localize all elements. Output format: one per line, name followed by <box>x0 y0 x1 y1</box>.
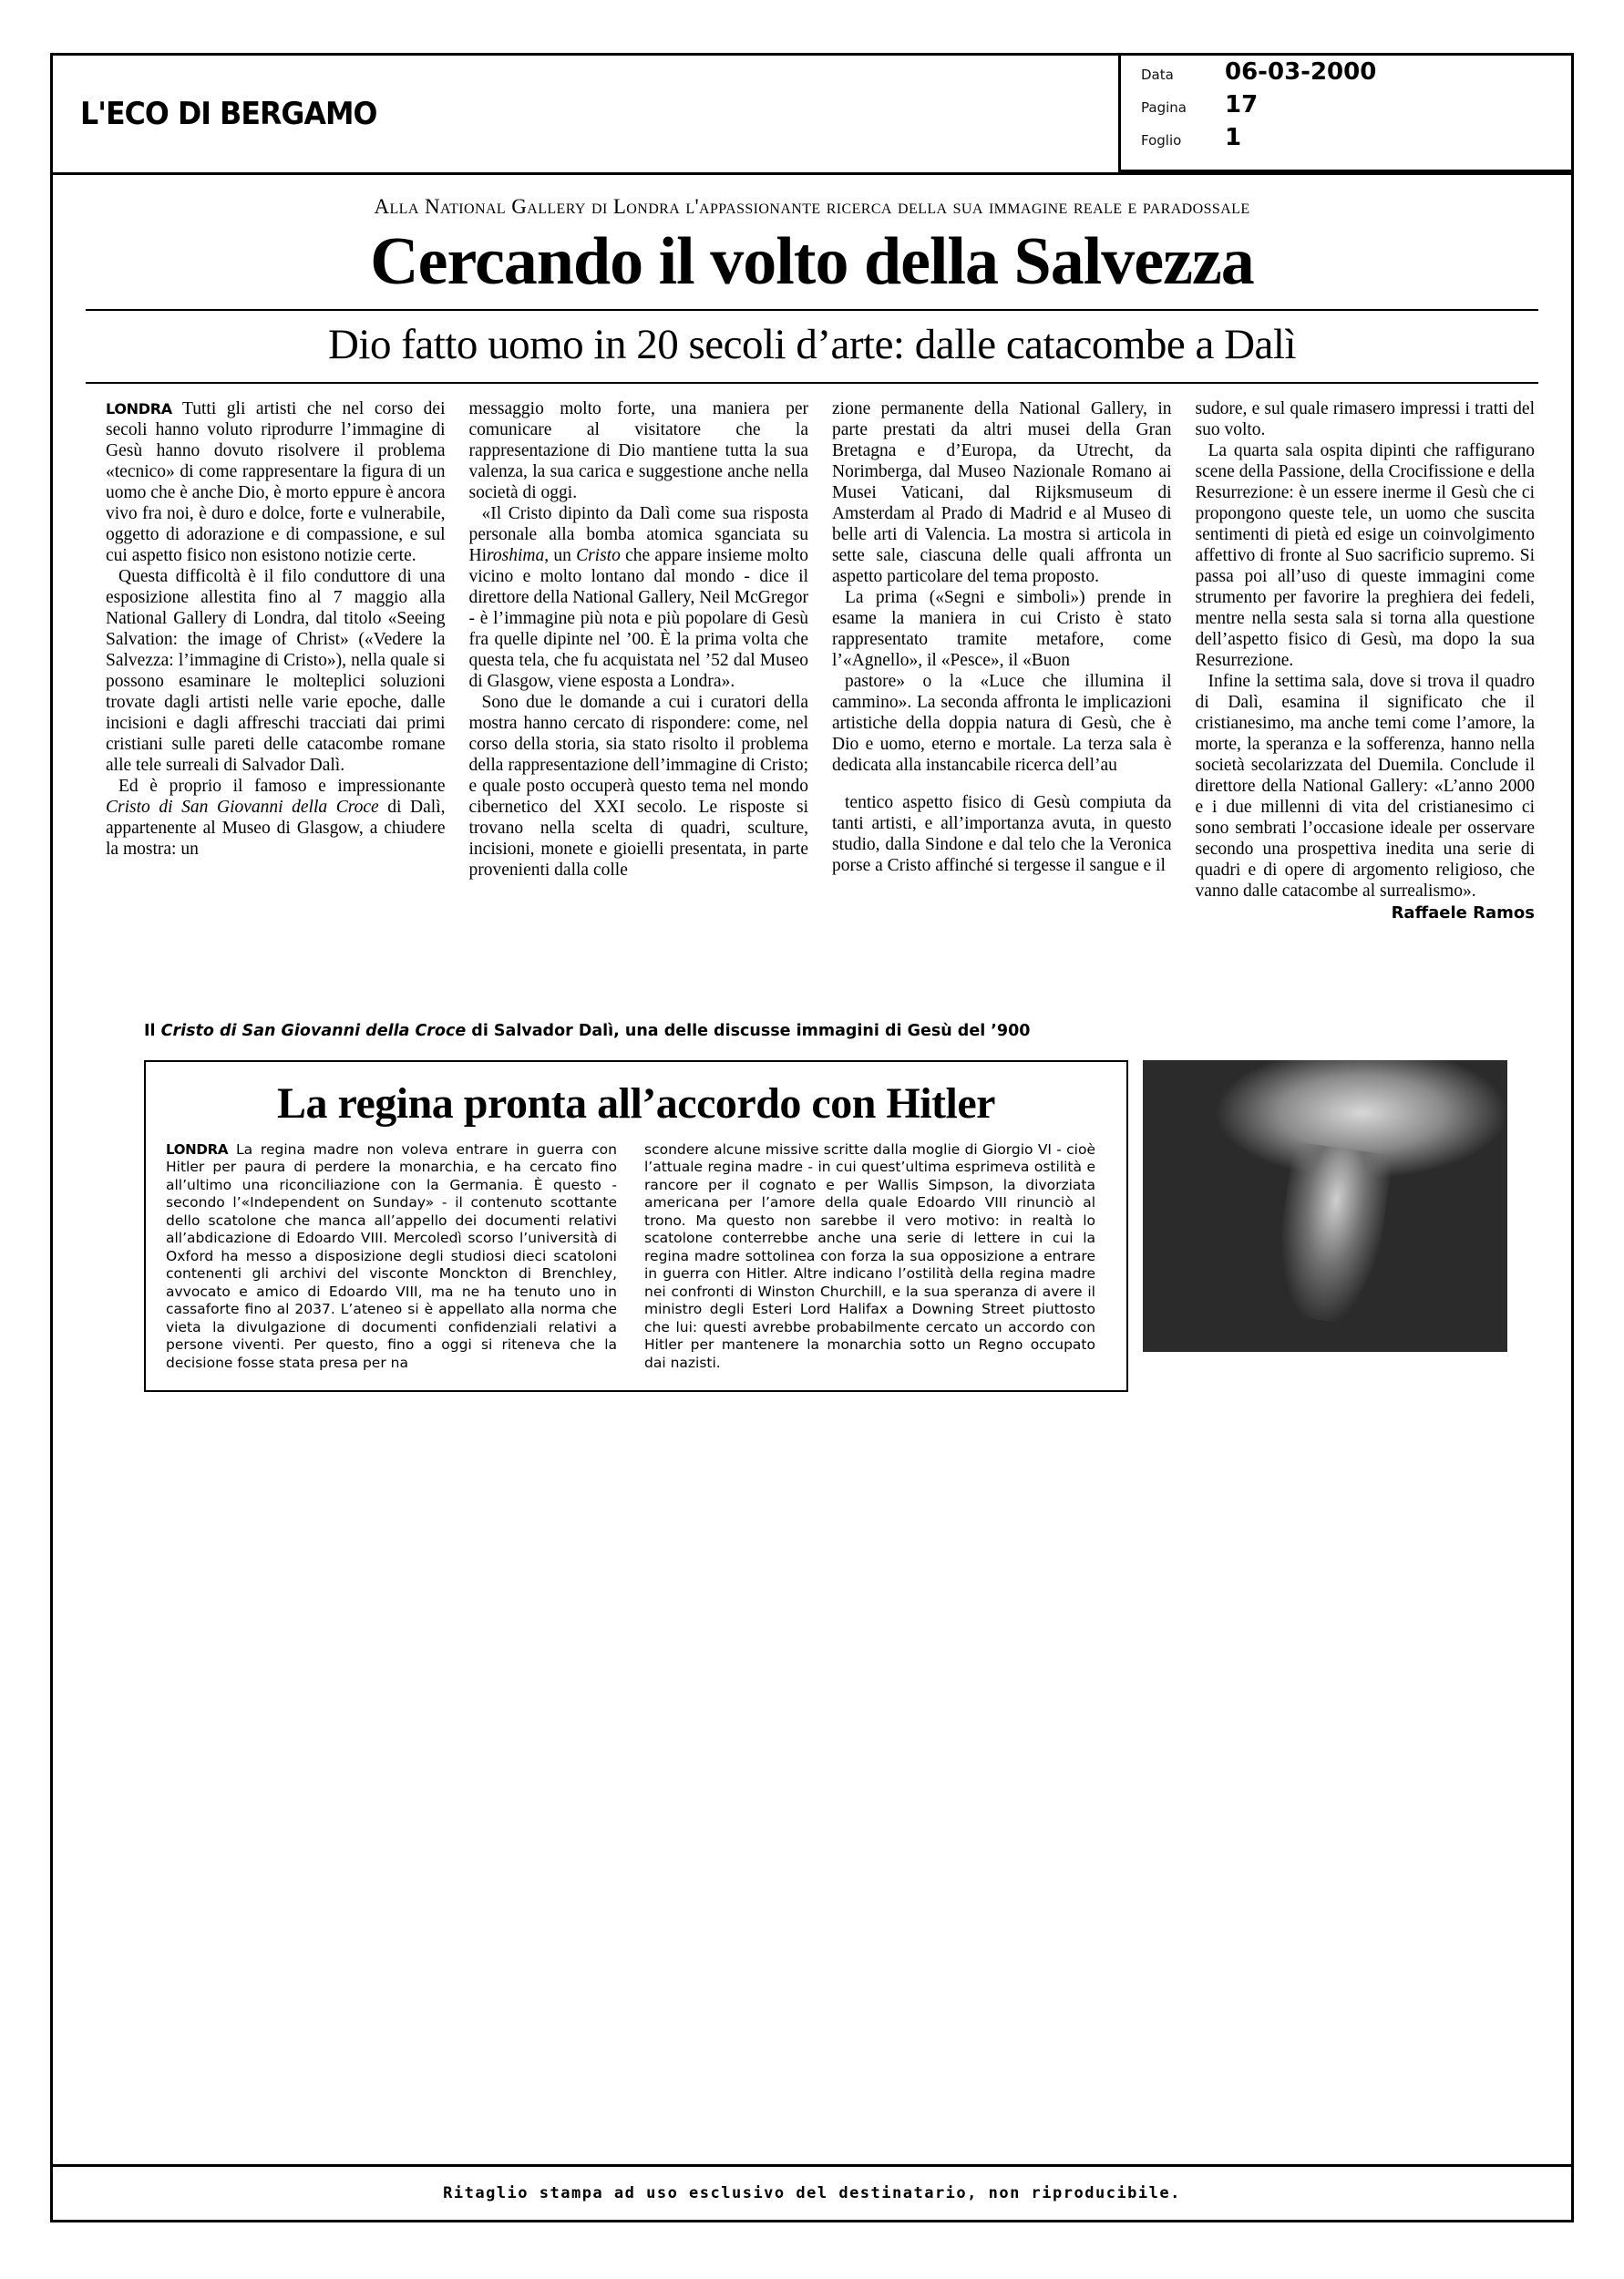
article-byline: Raffaele Ramos <box>1391 903 1535 923</box>
paragraph-text: che appare insieme molto vicino e molto lontano dal mondo - dice il direttore della National Gallery, Neil McGregor - è l’immagine più nota e più popolare di Gesù fra quelle dipinte nel ’00. È la prima volta che questa tela, che fu acquistata nel ’52 dal Museo di Glasgow, viene esposta a Londra». <box>468 546 808 692</box>
paragraph: messaggio molto forte, una maniera per comunicare al visitatore che la rappresentazione di Dio mantiene tutta la sua valenza, la sua carica e suggestione anche nella società di oggi. <box>468 399 808 503</box>
secondary-column-1 <box>166 1141 617 1373</box>
meta-row-pagina <box>1121 88 1571 121</box>
dateline: LONDRA <box>166 1140 229 1158</box>
meta-label-data: Data <box>1141 67 1174 83</box>
secondary-column-2 <box>644 1141 1095 1373</box>
secondary-headline: La regina pronta all’accordo con Hitler <box>277 1078 995 1128</box>
column-gap <box>832 776 1172 792</box>
paragraph: Sono due le domande a cui i curatori della mostra hanno cercato di rispondere: come, nel corso della storia, sia stato risolto il problema della rappresentazione dell’immagine di Cristo; e quale posto occuperà questo tema nel mondo cibernetico del XXI secolo. Le risposte si trovano nella scelta di quadri, sculture, incisioni, monete e gioielli presentata, in parte provenienti dalla colle <box>468 693 808 881</box>
caption-artwork-title: Cristo di San Giovanni della Croce <box>160 1021 467 1040</box>
paragraph: sudore, e sul quale rimasero impressi i tratti del suo volto. <box>1195 399 1535 440</box>
secondary-article-box <box>144 1060 1128 1393</box>
dateline: LONDRA <box>106 400 172 418</box>
paragraph <box>469 503 809 692</box>
paragraph: Infine la settima sala, dove si trova il quadro di Dalì, esamina il significato che il cristianesimo, ma anche temi come l’amore, la morte, la speranza e la sofferenza, hanno nella società secolarizzata del Duemila. Conclude il direttore della National Gallery: «L’anno 2000 e i due millenni di vita del cristianesimo ci sono sembrati l’occasione ideale per osservare secondo una prospettiva inedita una serie di quadri e di opere di argomento religioso, che vanno dalle catacombe al surrealismo». <box>1195 672 1535 902</box>
photo-caption <box>53 1022 1571 1040</box>
article-subhead: Dio fatto uomo in 20 secoli d’arte: dalle catacombe a Dalì <box>327 321 1297 369</box>
article-columns <box>53 384 1571 923</box>
article-column-1 <box>106 398 446 923</box>
caption-post: di Salvador Dalì, una delle discusse immagini di Gesù del ’900 <box>466 1021 1031 1040</box>
meta-label-foglio: Foglio <box>1141 132 1182 149</box>
caption-pre: Il <box>144 1021 161 1040</box>
paragraph-text: Ed è proprio il famoso e impressionante <box>118 777 446 797</box>
paragraph: pastore» o la «Luce che illumina il cammino». La seconda affronta le implicazioni artistiche della doppia natura di Gesù, che è Dio e uomo, eterno e mortale. La terza sala è dedicata alla instancabile ricerca dell’au <box>832 672 1172 776</box>
meta-value-foglio: 1 <box>1225 124 1242 151</box>
paragraph-text: Tutti gli artisti che nel corso dei secoli hanno voluto riprodurre l’immagine di Gesù hanno dovuto risolvere il problema «tecnico» di come rappresentare la figura di un uomo che è anche Dio, è morto eppure è ancora vivo fra noi, è duro e dolce, forte e vulnerabile, oggetto di adorazione e di compassione, e sul cui aspetto fisico non esistono notizie certe. <box>106 399 446 566</box>
paragraph <box>166 1141 617 1373</box>
paragraph-text: , un <box>544 546 577 566</box>
article-headline: Cercando il volto della Salvezza <box>370 224 1254 299</box>
paragraph: Questa difficoltà è il filo conduttore di una esposizione allestita fino al 7 maggio alla National Gallery di Londra, dal titolo «Seeing Salvation: the image of Christ» («Vedere la Salvezza: l’immagine di Cristo»), nella quale si possono esaminare le molteplici soluzioni trovate dagli artisti nelle varie epoche, dalle incisioni e dagli affreschi tracciati dai primi cristiani sulle pareti delle catacombe romane alle tele surreali di Salvador Dalì. <box>106 567 446 776</box>
meta-label-pagina: Pagina <box>1141 99 1187 116</box>
article-column-4 <box>1196 398 1536 923</box>
masthead <box>53 56 1571 175</box>
newspaper-page <box>50 53 1574 2222</box>
paragraph <box>106 398 446 566</box>
clipping-footer: Ritaglio stampa ad uso esclusivo del destinatario, non riproducibile. <box>53 2164 1571 2220</box>
article-column-2 <box>469 398 809 923</box>
article-kicker: Alla National Gallery di Londra l'appassionante ricerca della sua immagine reale e paradossale <box>374 195 1250 218</box>
secondary-columns <box>166 1141 1106 1373</box>
paragraph: zione permanente della National Gallery, in parte prestati da altri musei della Gran Bretagna e d’Europa, da Utrecht, da Norimberga, dal Museo Nazionale Romano ai Musei Vaticani, dal Rijksmuseum di Amsterdam al Prado di Madrid e al Museo di belle arti di Valencia. La mostra si articola in sette sale, ciascuna delle quali affronta un aspetto particolare del tema proposto. <box>832 399 1172 587</box>
clipping-meta-box <box>1118 53 1574 172</box>
meta-row-data <box>1121 56 1571 88</box>
meta-row-foglio <box>1121 121 1571 154</box>
paragraph <box>106 776 446 860</box>
paragraph-text: «Il Cristo dipinto da Dalì come sua risposta personale alla bomba atomica sganciata su Hi <box>468 504 808 566</box>
artwork-title: Cristo di San Giovanni della Croce <box>106 798 379 818</box>
meta-value-pagina: 17 <box>1225 91 1259 119</box>
article-column-3 <box>832 398 1172 923</box>
meta-value-data: 06-03-2000 <box>1225 58 1377 86</box>
paragraph-text: La regina madre non voleva entrare in guerra con Hitler per paura di perdere la monarchia, e ha cercato fino all’ultimo una riconciliazione con la Germania. È questo - secondo l’«Independent on Sunday» - il contenuto scottante dello scatolone che manca all’appello dei documenti relativi all’abdicazione di Edoardo VIII. Mercoledì scorso l’università di Oxford ha messo a disposizione degli studiosi dieci scatoloni contenenti gli archivi del visconte Monckton di Brenchley, avvocato e amico di Edoardo VIII, ma ne ha tenuto uno in cassaforte fino al 2037. L’ateneo si è appellato alla norma che vieta la divulgazione di documenti confidenziali relativi a persone viventi. Per questo, fino a oggi si riteneva che la decisione fosse stata presa per na <box>166 1140 617 1371</box>
paragraph: scondere alcune missive scritte dalla moglie di Giorgio VI - cioè l’attuale regina madre - in cui quest’ultima esprimeva ostilità e rancore per il cognato e per Wallis Simpson, la divorziata americana per l’amore della quale Edoardo VIII rinunciò al trono. Ma questo non sarebbe il vero motivo: in realtà lo scatolone conterrebbe anche una serie di lettere in cui la regina madre sottolinea con forza la sua opposizione a entrare in guerra con Hitler. Altre indicano l’ostilità della regina madre nei confronti di Winston Churchill, e la sua speranza di avere il ministro degli Esteri Lord Halifax a Downing Street piuttosto che lui: questi avrebbe probabilmente cercato un accordo con Hitler per mantenere la monarchia sotto un Regno occupato dai nazisti. <box>644 1140 1095 1371</box>
paragraph: tentico aspetto fisico di Gesù compiuta da tanti artisti, e all’importanza avuta, in questo studio, dalla Sindone e dal telo che la Veronica porse a Cristo affinché si tergesse il sangue e il <box>832 793 1172 876</box>
paragraph: La prima («Segni e simboli») prende in esame la maniera in cui Cristo è stato rappresentato tramite metafore, come l’«Agnello», il «Pesce», il «Buon <box>832 588 1172 671</box>
emphasis-hiroshima: roshima <box>487 546 545 566</box>
paragraph-text: di Dalì, appartenente al Museo di Glasgow, a chiudere la mostra: un <box>106 798 446 860</box>
secondary-section <box>144 1060 1535 1393</box>
publication-title: L'ECO DI BERGAMO <box>80 96 377 132</box>
paragraph: La quarta sala ospita dipinti che raffigurano scene della Passione, della Crocifissione e della Resurrezione: è un essere inerme il Gesù che ci propongono queste tele, un uomo che suscita sentimenti di pietà ed esige un coinvolgimento affettivo di fronte al Suo sacrificio supremo. Si passa poi all’uso di queste immagini come strumento per favorire la preghiera dei fedeli, mentre nella sesta sala si torna alla questione dell’aspetto fisico di Gesù, ma dopo la sua Resurrezione. <box>1195 441 1535 671</box>
emphasis-cristo: Cristo <box>576 546 621 566</box>
artwork-photo <box>1143 1060 1507 1352</box>
